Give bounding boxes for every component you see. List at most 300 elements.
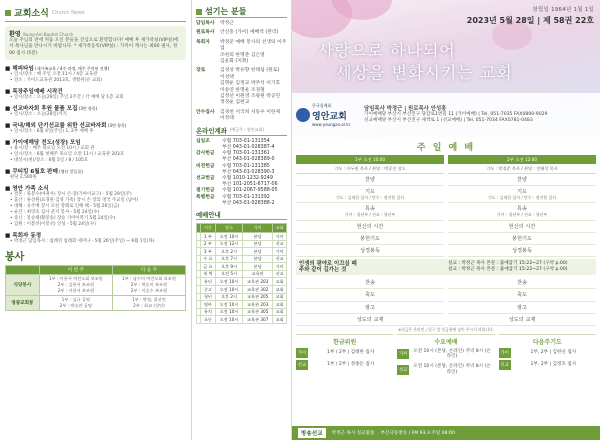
accounts-list — [196, 139, 287, 207]
schedule-cell: 본당 — [243, 263, 273, 271]
schedule-header — [196, 210, 287, 220]
schedule-cell: 오전 10시 — [216, 316, 243, 324]
schedule-cell: 새 벽 — [200, 270, 215, 278]
event-row — [499, 348, 596, 358]
schedule-head-cell: 장소 — [216, 223, 243, 232]
church-url[interactable]: www.youngan.or.kr — [312, 122, 351, 127]
worship-item — [448, 203, 596, 220]
service-row — [6, 296, 186, 311]
minister-names: 김경천 서국희 서동우 이한제 — [220, 109, 281, 115]
news-item-line: 편당 2,500원 — [10, 175, 37, 181]
schedule-cell: 교회 — [273, 278, 287, 286]
news-title-en: Church News — [51, 9, 85, 16]
schedule-cell: 교회 — [273, 293, 287, 301]
schedule-cell: 교육관 302 — [243, 286, 273, 294]
minister-group — [196, 30, 287, 36]
news-item-line: • 결혼 : 류봉수(마권사) 장시 손·장(가아이교구) - 5월 29일(주) — [10, 192, 132, 198]
service-current — [39, 275, 112, 296]
news-item-line: • 박정근 담임목사 : 침례연 침례회 세미나 - 5월 26일(주일) ~ 6월 1일(목) — [10, 239, 155, 245]
account-name: 십일조 — [196, 138, 210, 144]
schedule-cell: 본당 — [243, 232, 273, 240]
worship-item — [448, 186, 596, 203]
news-bullet-icon: ■ — [5, 66, 13, 73]
worship-item — [296, 221, 444, 233]
account-name: 선교헌금 — [196, 175, 215, 181]
news-item-heading: 목장주일예배 시작건 — [12, 89, 63, 96]
closing-item: 광고 — [448, 302, 596, 314]
service-next — [112, 296, 185, 311]
schedule-row — [197, 240, 287, 248]
worship-service-2 — [448, 155, 596, 257]
square-bullet-icon — [5, 10, 11, 16]
event-rows — [397, 348, 494, 376]
service-line: 2부 : 이승수 보조원 — [130, 288, 168, 294]
schedule-cell: 오전 10시 — [216, 278, 243, 286]
worship-item-title: 봉헌기도 — [359, 235, 381, 242]
minister-names: 김정선 이원영 조광원 박공린 — [220, 94, 281, 100]
worship-item-title: 헌신의 시간 — [508, 223, 536, 230]
schedule-cell: 교육관 203 — [243, 301, 273, 309]
minister-row — [196, 40, 287, 53]
event-row — [397, 348, 494, 361]
minister-row — [196, 116, 287, 122]
minister-row — [196, 59, 287, 65]
account-number: 수협 703-01-131361 — [222, 151, 270, 157]
schedule-cell: 교육관 305 — [243, 308, 273, 316]
event-rows — [296, 348, 393, 370]
event-section — [499, 334, 596, 376]
service-col-next: 다 음 주 — [112, 266, 185, 275]
worship-item-title: 성경봉독 — [359, 248, 381, 255]
schedule-cell: 오전 10시 — [216, 286, 243, 294]
schedule-cell: 금 요 — [200, 263, 215, 271]
event-row — [499, 360, 596, 370]
account-number: 부산 043-01-028388-2 — [222, 200, 275, 206]
account-number: 부산 043-01-028387-4 — [222, 144, 275, 150]
news-item — [5, 167, 186, 181]
event-title: 수요예배 — [397, 334, 494, 348]
worship-service-1 — [296, 155, 444, 257]
sermon-ref: 설교 : 박정근 목사 본문 : 출애굽기 15:22~27 (구약 p.00) — [448, 261, 568, 267]
issue-date: 2023년 5월 28일 | 제 58권 22호 — [466, 16, 594, 25]
broadcast-label: 방송선교 — [298, 428, 326, 438]
news-item-heading: 선교바자회 후원 물품 모집 — [12, 106, 78, 113]
news-item-heading: 국내/해외 단기선교를 위한 선교바자회 — [12, 123, 107, 130]
worship-item — [448, 221, 596, 233]
event-tag: 선교 — [397, 365, 409, 375]
account-name: 절기헌금 — [196, 188, 215, 194]
event-tag: 가이 — [296, 348, 308, 358]
event-section — [296, 334, 393, 376]
service-row-label: 식당봉사 — [6, 275, 40, 296]
news-item-line: • 일시/장소 : 6월 첫째주 목요일 오전 11시 / 교육관 203호 — [10, 152, 125, 158]
broadcast-channel: 부산극동방송 / FM 93.3 주일 08:00 — [380, 431, 455, 436]
worship-item-title: 기도 — [516, 189, 528, 196]
minister-group — [196, 110, 287, 123]
schedule-row — [197, 301, 287, 309]
worship-item-title: 특송 — [516, 206, 528, 213]
service-time: 오전 10:00 — [363, 156, 386, 162]
sermon-box — [296, 259, 596, 275]
minister-names: 박정근 — [220, 21, 234, 26]
news-list — [5, 64, 186, 245]
worship-item — [296, 174, 444, 186]
schedule-row — [197, 255, 287, 263]
schedule-cell: 오후 2시 — [216, 293, 243, 301]
event-row — [296, 360, 393, 370]
schedule-cell: 가이 — [273, 263, 287, 271]
service-line: 2부 : 김용서 보조원 — [57, 282, 95, 288]
news-item — [5, 231, 186, 245]
accounts-sub: (예금주 : 영안교회) — [229, 127, 264, 133]
service-line: 2부 : 박승미 보조원 — [130, 282, 168, 288]
worship-item — [296, 186, 444, 203]
service-line: 1부 : 남수미 여전도회 보조원 — [121, 276, 176, 282]
news-column — [0, 0, 192, 440]
worship-item-title: 봉헌기도 — [511, 235, 533, 242]
news-item-heading: 영안 가족 소식 — [12, 186, 49, 193]
minister-names: 조한의 한명춘 김은열 — [220, 52, 265, 58]
news-item-heading: 헤피타임 — [12, 66, 34, 73]
schedule-cell: 본당 — [243, 240, 273, 248]
welcome-text: 오늘 주님의 전에 처음 오신 분들을 진심으로 환영합니다! 예배 후 새가족실(VIP실)에서 목사님을 만나시기 바랍니다. * 새가족등록(VIP실) : 가까이 계시는 최00 권사, 정00 집사 (5분) — [9, 38, 179, 56]
minister-role: 담임목사 — [196, 21, 215, 26]
news-item — [5, 87, 186, 101]
service-name: 1부 — [354, 156, 362, 162]
news-bullet-icon: ■ — [5, 169, 13, 176]
news-item-heading: 쿠티킹 6월호 판매 — [12, 169, 58, 176]
schedule-cell: 유년 — [200, 278, 215, 286]
slogan-line-1: 사랑으로 하나되어 — [318, 41, 456, 60]
news-bullet-icon: ■ — [5, 140, 13, 147]
news-item — [5, 121, 186, 135]
schedule-cell: 본당 — [243, 255, 273, 263]
schedule-row — [197, 308, 287, 316]
minister-role: 원로목사 — [196, 30, 215, 36]
news-header — [5, 6, 186, 22]
worship-item-sub: 가이 : 청년부 / 선교 : 청년부 — [496, 212, 548, 218]
welcome-box — [5, 26, 186, 60]
event-title: 한금위원 — [296, 334, 393, 348]
closing-item: 광고 — [296, 302, 444, 314]
schedule-cell: 수 요 — [200, 255, 215, 263]
minister-role: 목회자 — [196, 39, 210, 45]
closing-item: 찬송 — [448, 277, 596, 289]
event-text: 오전 10시 (본당, 온라인) 저녁 8시 (온라인) — [413, 364, 491, 375]
news-item-line: • 일시/장소 : 매 주일 오전 11시 / 4층 교육관 — [10, 72, 98, 78]
event-rows — [499, 348, 596, 370]
schedule-cell: 3 부 — [200, 248, 215, 256]
worship-item-title: 찬양 — [364, 177, 376, 184]
news-item-heading: 가이에해당 전도(성장) 모임 — [12, 140, 81, 147]
ministers-header — [196, 6, 287, 18]
news-item-heading: 목회자 동정 — [12, 233, 42, 240]
ministers-title: 섬기는 분들 — [205, 7, 247, 16]
church-sub: 한국침례회 — [312, 103, 332, 108]
account-name: 비전헌금 — [196, 163, 215, 169]
account-row — [196, 201, 287, 207]
schedule-cell: 오전 10시 — [216, 232, 243, 240]
event-text: 1부 / 2부 | 정종돈 집사 — [327, 362, 375, 368]
closing-item: 찬송 — [296, 277, 444, 289]
news-item — [5, 104, 186, 118]
schedule-cell: 교육관 307 — [243, 316, 273, 324]
minister-role — [196, 100, 220, 106]
minister-role: 안수집사 — [196, 109, 215, 115]
welcome-title: 환영 — [9, 31, 21, 38]
pastor-info — [364, 106, 596, 125]
minister-row — [196, 100, 287, 106]
service-table — [5, 265, 186, 311]
service-time: 오전 12:00 — [515, 156, 538, 162]
news-item-line: • 순간 : 최영호 집사 분지 봉사 - 5월 24일(수) — [10, 210, 100, 216]
minister-role: 장로 — [196, 68, 206, 74]
event-text: 1부 / 2부 | 김태한 집사 — [327, 350, 375, 356]
news-bullet-icon: ■ — [5, 89, 13, 96]
minister-group — [196, 40, 287, 66]
minister-names: 김경성 박유향 한태섭 (원로) — [220, 68, 280, 74]
service-line: 2부 : 최교 (성민) — [133, 303, 165, 309]
news-item-sub: (새가족교육 / 4주 과정, 매주 주의된 진행) — [33, 66, 110, 72]
broadcast-sermon: 박정근 목사 설교말씀 — [331, 431, 375, 436]
schedule-cell: 오전 10시 — [216, 308, 243, 316]
schedule-row — [197, 286, 287, 294]
service-line: 1부 : 박정, 위선민 — [132, 297, 166, 303]
schedule-cell: 가이 — [273, 232, 287, 240]
minister-names: 이성택 — [220, 74, 234, 80]
sermon-title: 인생의 광야로 이끄실 때 — [299, 261, 357, 268]
news-item — [5, 184, 186, 228]
worship-columns — [292, 155, 600, 257]
service-next — [112, 275, 185, 296]
news-bullet-icon: ■ — [5, 106, 13, 113]
event-title: 다음주기도 — [499, 334, 596, 348]
founding-date: 창립일 1964년 1월 1일 — [532, 7, 594, 13]
worship-item — [296, 203, 444, 220]
account-number: 수협 703-01-131392 — [222, 194, 270, 200]
closing-item: 성도의 교제 — [296, 314, 444, 326]
event-section — [397, 334, 494, 376]
news-item-line: • 용시/장 : 매주 목요일 오전 10시 / 교회 관 — [10, 146, 95, 152]
account-number: 수협 703-01-131385 — [222, 163, 270, 169]
schedule-cell: 교회 — [273, 301, 287, 309]
news-item-line: • 출산 : 류상원(표경관·김경 가족) 장시 손 장의 영국 주교일 (남아) — [10, 198, 139, 204]
event-text: 오전 10시 (본당, 온라인) 저녁 8시 (온라인) — [413, 348, 491, 360]
service-line: 1부 : 김규 공명 — [61, 297, 90, 303]
account-number: 수협 1010-1232-9249 — [222, 175, 273, 181]
ministers-list — [196, 21, 287, 123]
worship-item-sub: 가이 : 청년부 / 선교 : 청년부 — [344, 212, 396, 218]
worship-item-title: 찬양 — [516, 177, 528, 184]
schedule-cell: 오전 5시 — [216, 270, 243, 278]
service-line: 2부 : 박승관 공명 — [59, 303, 92, 309]
church-name: 영안교회 — [312, 112, 347, 122]
schedule-cell: 선교 — [273, 240, 287, 248]
news-item — [5, 138, 186, 164]
news-item-sub: (3번 항목) — [106, 123, 127, 129]
minister-names: 이송연 한명운 조경철 — [220, 87, 265, 93]
address-line: 가이예배당 부산시 부산진구 당감로1번길 11 (가이예배) | Tel. 051-7035 FAX0890-9029 — [364, 111, 548, 117]
schedule-cell: 교육관 203 — [243, 278, 273, 286]
welcome-sub: Young-Am Baptist Church — [22, 32, 74, 37]
schedule-head-cell: 교회 — [273, 223, 287, 232]
service-row — [6, 275, 186, 296]
worship-item-title: 헌신의 시간 — [356, 223, 384, 230]
news-item-line: • 강소 : 가이드교육관 2013호, 생활관(유 교회) — [10, 78, 103, 84]
schedule-cell: 중고 — [200, 286, 215, 294]
event-text: 1부, 2부 | 김한선 집사 — [530, 350, 577, 356]
schedule-row — [197, 232, 287, 240]
schedule-cell: 교육관 205 — [243, 293, 273, 301]
schedule-cell: 선교 — [273, 270, 287, 278]
minister-names: 박경준 예배 봉사의 선생의 이주업 — [220, 39, 287, 52]
schedule-cell: 오후 2시 — [216, 248, 243, 256]
news-item-sub: (3번 항목) — [77, 106, 98, 112]
event-tag: 가이 — [499, 348, 511, 358]
schedule-cell: 영아 — [200, 301, 215, 309]
events-row — [292, 334, 600, 376]
minister-names: 안신흥 (가이) 예배역 (관리) — [220, 30, 279, 36]
schedule-title: 예배안내 — [196, 210, 221, 219]
event-tag: 선교 — [499, 360, 511, 370]
address-line: 선교예배당 부산시 부산진구 새싹로 1 (선교예배) | Tel. 051-7034 FAX0781-0483 — [364, 118, 533, 124]
account-number: 수협 101-2067-9588-05 — [222, 188, 278, 194]
broadcast-footer — [292, 426, 600, 440]
square-bullet-icon — [196, 9, 202, 15]
schedule-row — [197, 263, 287, 271]
minister-names: 김윤화 (지휘) — [220, 59, 249, 65]
account-number: 수협 703-01-131354 — [222, 138, 270, 144]
news-title: 교회소식 — [14, 9, 49, 19]
service-row-label: 영광교회봉 — [6, 296, 40, 311]
closing-item: 축도 — [448, 289, 596, 301]
account-number: 부산 043-01-028389-0 — [222, 157, 275, 163]
news-bullet-icon: ■ — [5, 186, 13, 193]
schedule-cell: 초등 — [200, 316, 215, 324]
schedule-cell: 오전 10시 — [216, 301, 243, 309]
schedule-cell: 가이 — [273, 248, 287, 256]
worship-item-title: 기도 — [364, 189, 376, 196]
worship-title: 주 일 예 배 — [416, 143, 476, 153]
news-item-line: • 입원 : 이봉선(이봉선) 인성 - 5월 24일(수) — [10, 222, 96, 228]
service-name: 2부 — [506, 156, 514, 162]
schedule-row — [197, 270, 287, 278]
news-item-line: • 송산 : 봉승태(황봉송) 장승 기아이복기 5월 24일(수) — [10, 216, 116, 222]
news-item-line: • 일시/장소 : 오늘(28일) 주일 2주간 / 각 예배 당 1층 교회 — [10, 95, 124, 101]
service-line: 2부 : 이용서 보조원 — [57, 288, 95, 294]
schedule-head-cell: 시간 — [200, 223, 215, 232]
service-leaders: 기도 : 이두원 목사 / 찬양 : 박공진 성도 — [296, 164, 444, 174]
event-tag: 가이 — [397, 349, 409, 359]
schedule-cell: 선교 — [273, 255, 287, 263]
news-item-line: • 대상시(천)/장소 : 6월 5일 / 8 / 105호 — [10, 158, 89, 164]
closing-columns — [292, 277, 600, 326]
schedule-cell: 교육관 — [243, 270, 273, 278]
closing-item: 성도의 교제 — [448, 314, 596, 326]
service-leaders: 기도 : 박경준 목사 / 찬양 : 전혜석 목사 — [448, 164, 596, 174]
news-item-line: • 대해 : 유주배 장시 모친 장례로 인해 해 - 5월 26일(금) — [10, 204, 120, 210]
worship-item — [448, 174, 596, 186]
worship-item-sub: 기도 : 김재한 집사 / 반주 : 정진원 집사 — [487, 195, 557, 201]
ministers-column — [192, 0, 292, 440]
minister-names: 정정운 김현교 — [220, 100, 250, 106]
schedule-row — [197, 293, 287, 301]
service-line: 1부 : 이용서 여전도회 보조원 — [48, 276, 103, 282]
account-number: 부산 101-2051-6717-06 — [222, 182, 278, 188]
accounts-header — [196, 126, 287, 136]
offering-note: ※헌금은 온라인 / 입구 앞 헌금함에 넣어 주시기 바랍니다. — [397, 326, 494, 332]
worship-item — [296, 245, 444, 257]
minister-row — [196, 30, 287, 36]
schedule-cell: 오전 12시 — [216, 240, 243, 248]
church-logo-icon — [296, 108, 310, 122]
schedule-cell: 교회 — [273, 316, 287, 324]
schedule-cell: 청년 — [200, 293, 215, 301]
account-number: 부산 043-01-028390-3 — [222, 169, 275, 175]
news-item-line: • 일시/장소 : 6월 4일(주일) 1, 2부 예배 후 — [10, 129, 94, 135]
church-logo — [296, 103, 364, 127]
schedule-row — [197, 278, 287, 286]
worship-item — [448, 233, 596, 245]
church-info-bar — [292, 93, 600, 137]
main-column — [292, 0, 600, 440]
minister-group — [196, 68, 287, 106]
service-col-current: 이 번 주 — [39, 266, 112, 275]
schedule-head-cell: 가이 — [243, 223, 273, 232]
worship-item — [448, 245, 596, 257]
schedule-cell: 오후 9시 — [216, 263, 243, 271]
news-item-line: • 일시/장소 : 오늘(28일)까지 — [10, 112, 67, 118]
account-name: 감사헌금 — [196, 151, 215, 157]
service-title: 봉사 — [5, 252, 25, 264]
accounts-title: 온라인계좌 — [196, 126, 227, 135]
minister-names: 이정태 — [220, 116, 234, 122]
worship-item-title: 성경봉독 — [511, 248, 533, 255]
pastor-line: 담임목사 박정근 | 원로목사 안성흥 — [364, 105, 447, 112]
event-row — [397, 363, 494, 376]
schedule-row — [197, 248, 287, 256]
sermon-ref: 설교 : 박정근 목사 본문 : 출애굽기 15:22~27 (구약 p.00) — [448, 267, 568, 273]
slogan-line-2: 세상을 변화시키는 교회 — [336, 63, 513, 82]
schedule-cell: 2 부 — [200, 240, 215, 248]
worship-item — [296, 233, 444, 245]
sermon-title-2: 주와 같이 길가는 것 — [299, 267, 347, 274]
schedule-cell: 본당 — [243, 248, 273, 256]
minister-group — [196, 21, 287, 27]
worship-item-sub: 기도 : 김재한 집사 / 반주 : 정진원 집사 — [335, 195, 405, 201]
event-tag: 선교 — [296, 360, 308, 370]
minister-role — [196, 59, 220, 65]
closing-item: 축도 — [296, 289, 444, 301]
schedule-cell: 오후 7시 — [216, 255, 243, 263]
minister-role — [196, 116, 220, 122]
news-item — [5, 64, 186, 84]
schedule-table — [196, 223, 287, 324]
schedule-cell: 교회 — [273, 308, 287, 316]
worship-item-title: 특송 — [364, 206, 376, 213]
news-item-sub: (영산 알들물) — [57, 169, 83, 175]
schedule-row — [197, 316, 287, 324]
event-row — [296, 348, 393, 358]
schedule-cell: 유치 — [200, 308, 215, 316]
minister-row — [196, 21, 287, 27]
schedule-cell: 1 부 — [200, 232, 215, 240]
news-bullet-icon: ■ — [5, 233, 13, 240]
account-name: 특별헌금 — [196, 194, 215, 200]
service-current — [39, 296, 112, 311]
cover-banner — [292, 0, 600, 137]
event-text: 1부, 2부 | 김정호 집사 — [530, 362, 577, 368]
